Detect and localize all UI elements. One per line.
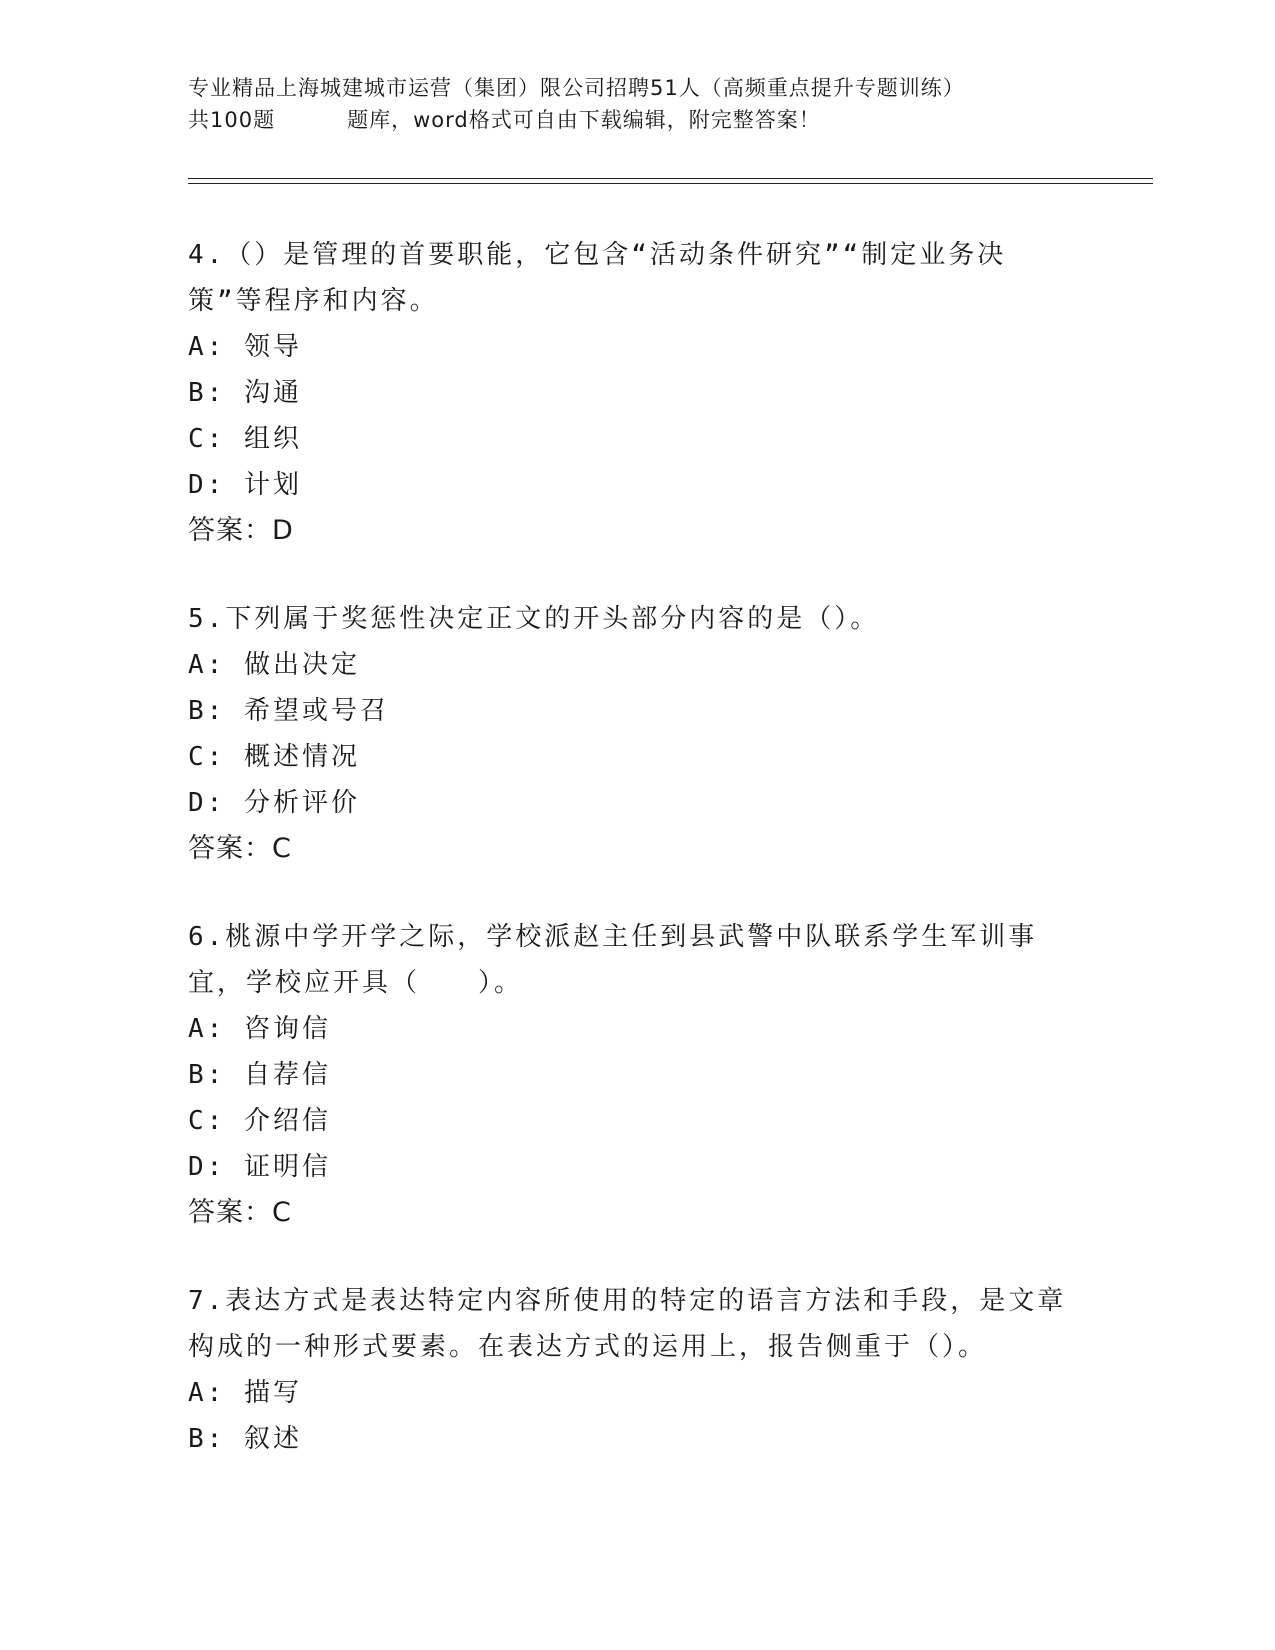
question-text: 7.表达方式是表达特定内容所使用的特定的语言方法和手段，是文章构成的一种形式要素。在表达方式的运用上，报告侧重于（）。 <box>188 1286 1067 1362</box>
question-item <box>188 232 1068 554</box>
document-description: 题库，word格式可自由下载编辑，附完整答案！ <box>347 108 821 132</box>
option-b: B: 自荐信 <box>188 1060 331 1090</box>
question-item <box>188 596 1068 872</box>
question-item <box>188 1278 1068 1462</box>
option-c: C: 概述情况 <box>188 742 360 772</box>
option-c: C: 组织 <box>188 424 302 454</box>
document-title: 专业精品上海城建城市运营（集团）限公司招聘51人（高频重点提升专题训练） <box>188 76 965 100</box>
option-a: A: 做出决定 <box>188 650 360 680</box>
option-c: C: 介绍信 <box>188 1106 331 1136</box>
option-b: B: 叙述 <box>188 1424 302 1454</box>
question-list <box>188 232 1068 1504</box>
option-a: A: 描写 <box>188 1378 302 1408</box>
answer-label: 答案：C <box>188 1197 292 1228</box>
header-divider-bottom <box>188 183 1153 184</box>
document-header <box>188 72 1088 136</box>
answer-label: 答案：C <box>188 833 292 864</box>
question-item <box>188 914 1068 1236</box>
question-count: 共100题 <box>188 108 276 132</box>
option-a: A: 咨询信 <box>188 1014 331 1044</box>
option-b: B: 沟通 <box>188 378 302 408</box>
option-b: B: 希望或号召 <box>188 696 389 726</box>
question-text: 5.下列属于奖惩性决定正文的开头部分内容的是（）。 <box>188 604 880 634</box>
question-text: 6.桃源中学开学之际，学校派赵主任到县武警中队联系学生军训事宜，学校应开具（ ）。 <box>188 922 1038 998</box>
answer-label: 答案：D <box>188 515 294 546</box>
option-d: D: 分析评价 <box>188 788 360 818</box>
option-d: D: 计划 <box>188 470 302 500</box>
option-a: A: 领导 <box>188 332 302 362</box>
document-subtitle <box>188 104 1088 136</box>
option-d: D: 证明信 <box>188 1152 331 1182</box>
question-text: 4.（）是管理的首要职能，它包含“活动条件研究”“制定业务决策”等程序和内容。 <box>188 240 1007 316</box>
header-divider-top <box>188 178 1153 179</box>
